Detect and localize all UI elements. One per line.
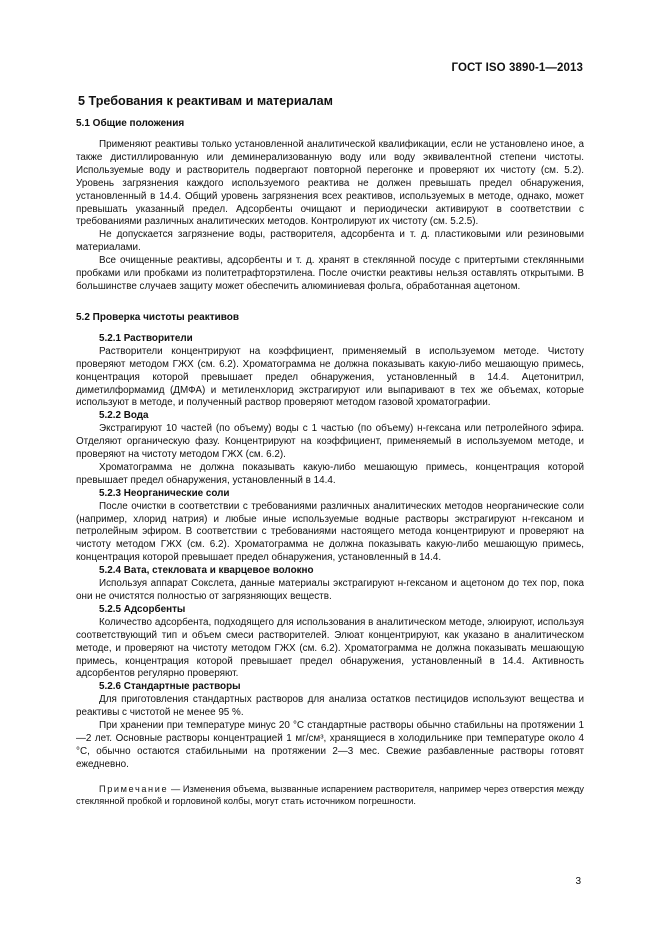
section-5-title: 5 Требования к реактивам и материалам bbox=[78, 94, 333, 108]
page-number: 3 bbox=[575, 876, 581, 887]
section-5-2-3-paragraph: После очистки в соответствии с требованиями различных аналитических методов неорганические соли (например, хлорид натрия) и любые иные используемые водные растворы экстрагируют н-гексаном и петролейным эфиром. В соответствии с требованиями настоящего метода концентрируют и проверяют на чистоту методом ГЖХ (см. 6.2). Хроматограмма не должна показывать какую-либо мешающую примесь, концентрация которой превышает предел обнаружения, установленный в 14.4. bbox=[76, 500, 584, 564]
section-5-2-1-paragraph: Растворители концентрируют на коэффициент, применяемый в используемом методе. Чистоту проверяют методом ГЖХ (см. 6.2). Хроматограмма не должна показывать какую-либо мешающую примесь, концентрация которой превышает предел обнаружения, установленный в 14.4. Ацетонитрил, диметилформамид (ДМФА) и метиленхлорид экстрагируют или выпаривают в тех же объемах, которые используют в методе, и полученный раствор проверяют методом газовой хроматографии. bbox=[76, 345, 584, 409]
section-5-2-6-paragraph-2: При хранении при температуре минус 20 °С стандартные растворы обычно стабильны на протяжении 1—2 лет. Основные растворы концентрацией 1 мг/см³, хранящиеся в холодильнике при температуре около 4 °С, обычно остаются стабильными на протяжении 2—3 мес. Свежие разбавленные растворы готовят ежедневно. bbox=[76, 720, 584, 770]
section-5-2-5-paragraph: Количество адсорбента, подходящего для использования в аналитическом методе, элюируют, используя соответствующий тип и объем смеси растворителей. Элюат концентрируют, как указано в аналитическом методе, и проверяют на чистоту методом ГЖХ (см. 6.2). Хроматограмма не должна показывать мешающую примесь, концентрация которой превышает предел обнаружения, установленный в 14.4. Активность адсорбентов регулярно проверяют. bbox=[76, 616, 584, 680]
page-content bbox=[76, 94, 584, 807]
section-5-1-paragraph-1: Применяют реактивы только установленной аналитической квалификации, если не установлено иное, а также дистиллированную или деминерализованную воду или воду эквивалентной степени чистоты. Используемые воду и растворитель подвергают повторной перегонке и проверяют их чистоту (см. 5.2). Уровень загрязнения каждого используемого реактива не должен превышать предел обнаружения, установленный в 14.4. Общий уровень загрязнения всех реактивов, используемых в методе, однако, может превышать указанный предел. Адсорбенты очищают и периодически активируют в соответствии с требованиями различных аналитических методов. Контролируют их чистоту (см. 5.2.5). bbox=[76, 139, 584, 228]
document-header-id: ГОСТ ISO 3890-1—2013 bbox=[451, 62, 583, 74]
section-5-2-2-paragraph-2: Хроматограмма не должна показывать какую-либо мешающую примесь, концентрация которой превышает предел обнаружения, установленный в 14.4. bbox=[76, 461, 584, 486]
section-5-1-title: 5.1 Общие положения bbox=[76, 118, 185, 129]
section-5-1-paragraph-3: Все очищенные реактивы, адсорбенты и т. д. хранят в стеклянной посуде с притертыми стеклянными пробками или пробками из политетрафторэтилена. После очистки реактивы нельзя оставлять открытыми. В большинстве случаев защиту может обеспечить алюминиевая фольга, обработанная ацетоном. bbox=[76, 255, 584, 292]
section-5-2-4-title: 5.2.4 Вата, стекловата и кварцевое волокно bbox=[99, 565, 314, 577]
section-5-2-4-paragraph: Используя аппарат Сокслета, данные материалы экстрагируют н-гексаном и ацетоном до тех пор, пока они не очистятся полностью от загрязняющих веществ. bbox=[76, 578, 584, 602]
section-5-2-5-title: 5.2.5 Адсорбенты bbox=[99, 603, 186, 615]
section-5-1-paragraph-2: Не допускается загрязнение воды, растворителя, адсорбента и т. д. пластиковыми или резиновыми материалами. bbox=[76, 229, 584, 254]
note-text: Изменения объема, вызванные испарением растворителя, например через отверстия между стеклянной пробкой и горловиной колбы, могут стать источником погрешности. bbox=[76, 783, 584, 806]
note-label: Примечание bbox=[99, 783, 169, 794]
note-dash: — bbox=[168, 783, 183, 794]
note-block bbox=[76, 783, 584, 807]
section-5-2-6-title: 5.2.6 Стандартные растворы bbox=[99, 681, 241, 693]
section-5-2-2-title: 5.2.2 Вода bbox=[99, 410, 149, 422]
section-5-2-1-title: 5.2.1 Растворители bbox=[99, 332, 193, 344]
section-5-2-6-paragraph-1: Для приготовления стандартных растворов для анализа остатков пестицидов используют вещества и реактивы с чистотой не менее 95 %. bbox=[76, 694, 584, 719]
section-5-2-3-title: 5.2.3 Неорганические соли bbox=[99, 487, 230, 499]
section-5-2-title: 5.2 Проверка чистоты реактивов bbox=[76, 311, 240, 323]
section-5-2-2-paragraph-1: Экстрагируют 10 частей (по объему) воды с 1 частью (по объему) н-гексана или петролейного эфира. Отделяют органическую фазу. Концентрируют на коэффициент, применяемый в используемом методе, и проверяют на чистоту методом ГЖХ (см. 6.2). bbox=[76, 423, 584, 461]
